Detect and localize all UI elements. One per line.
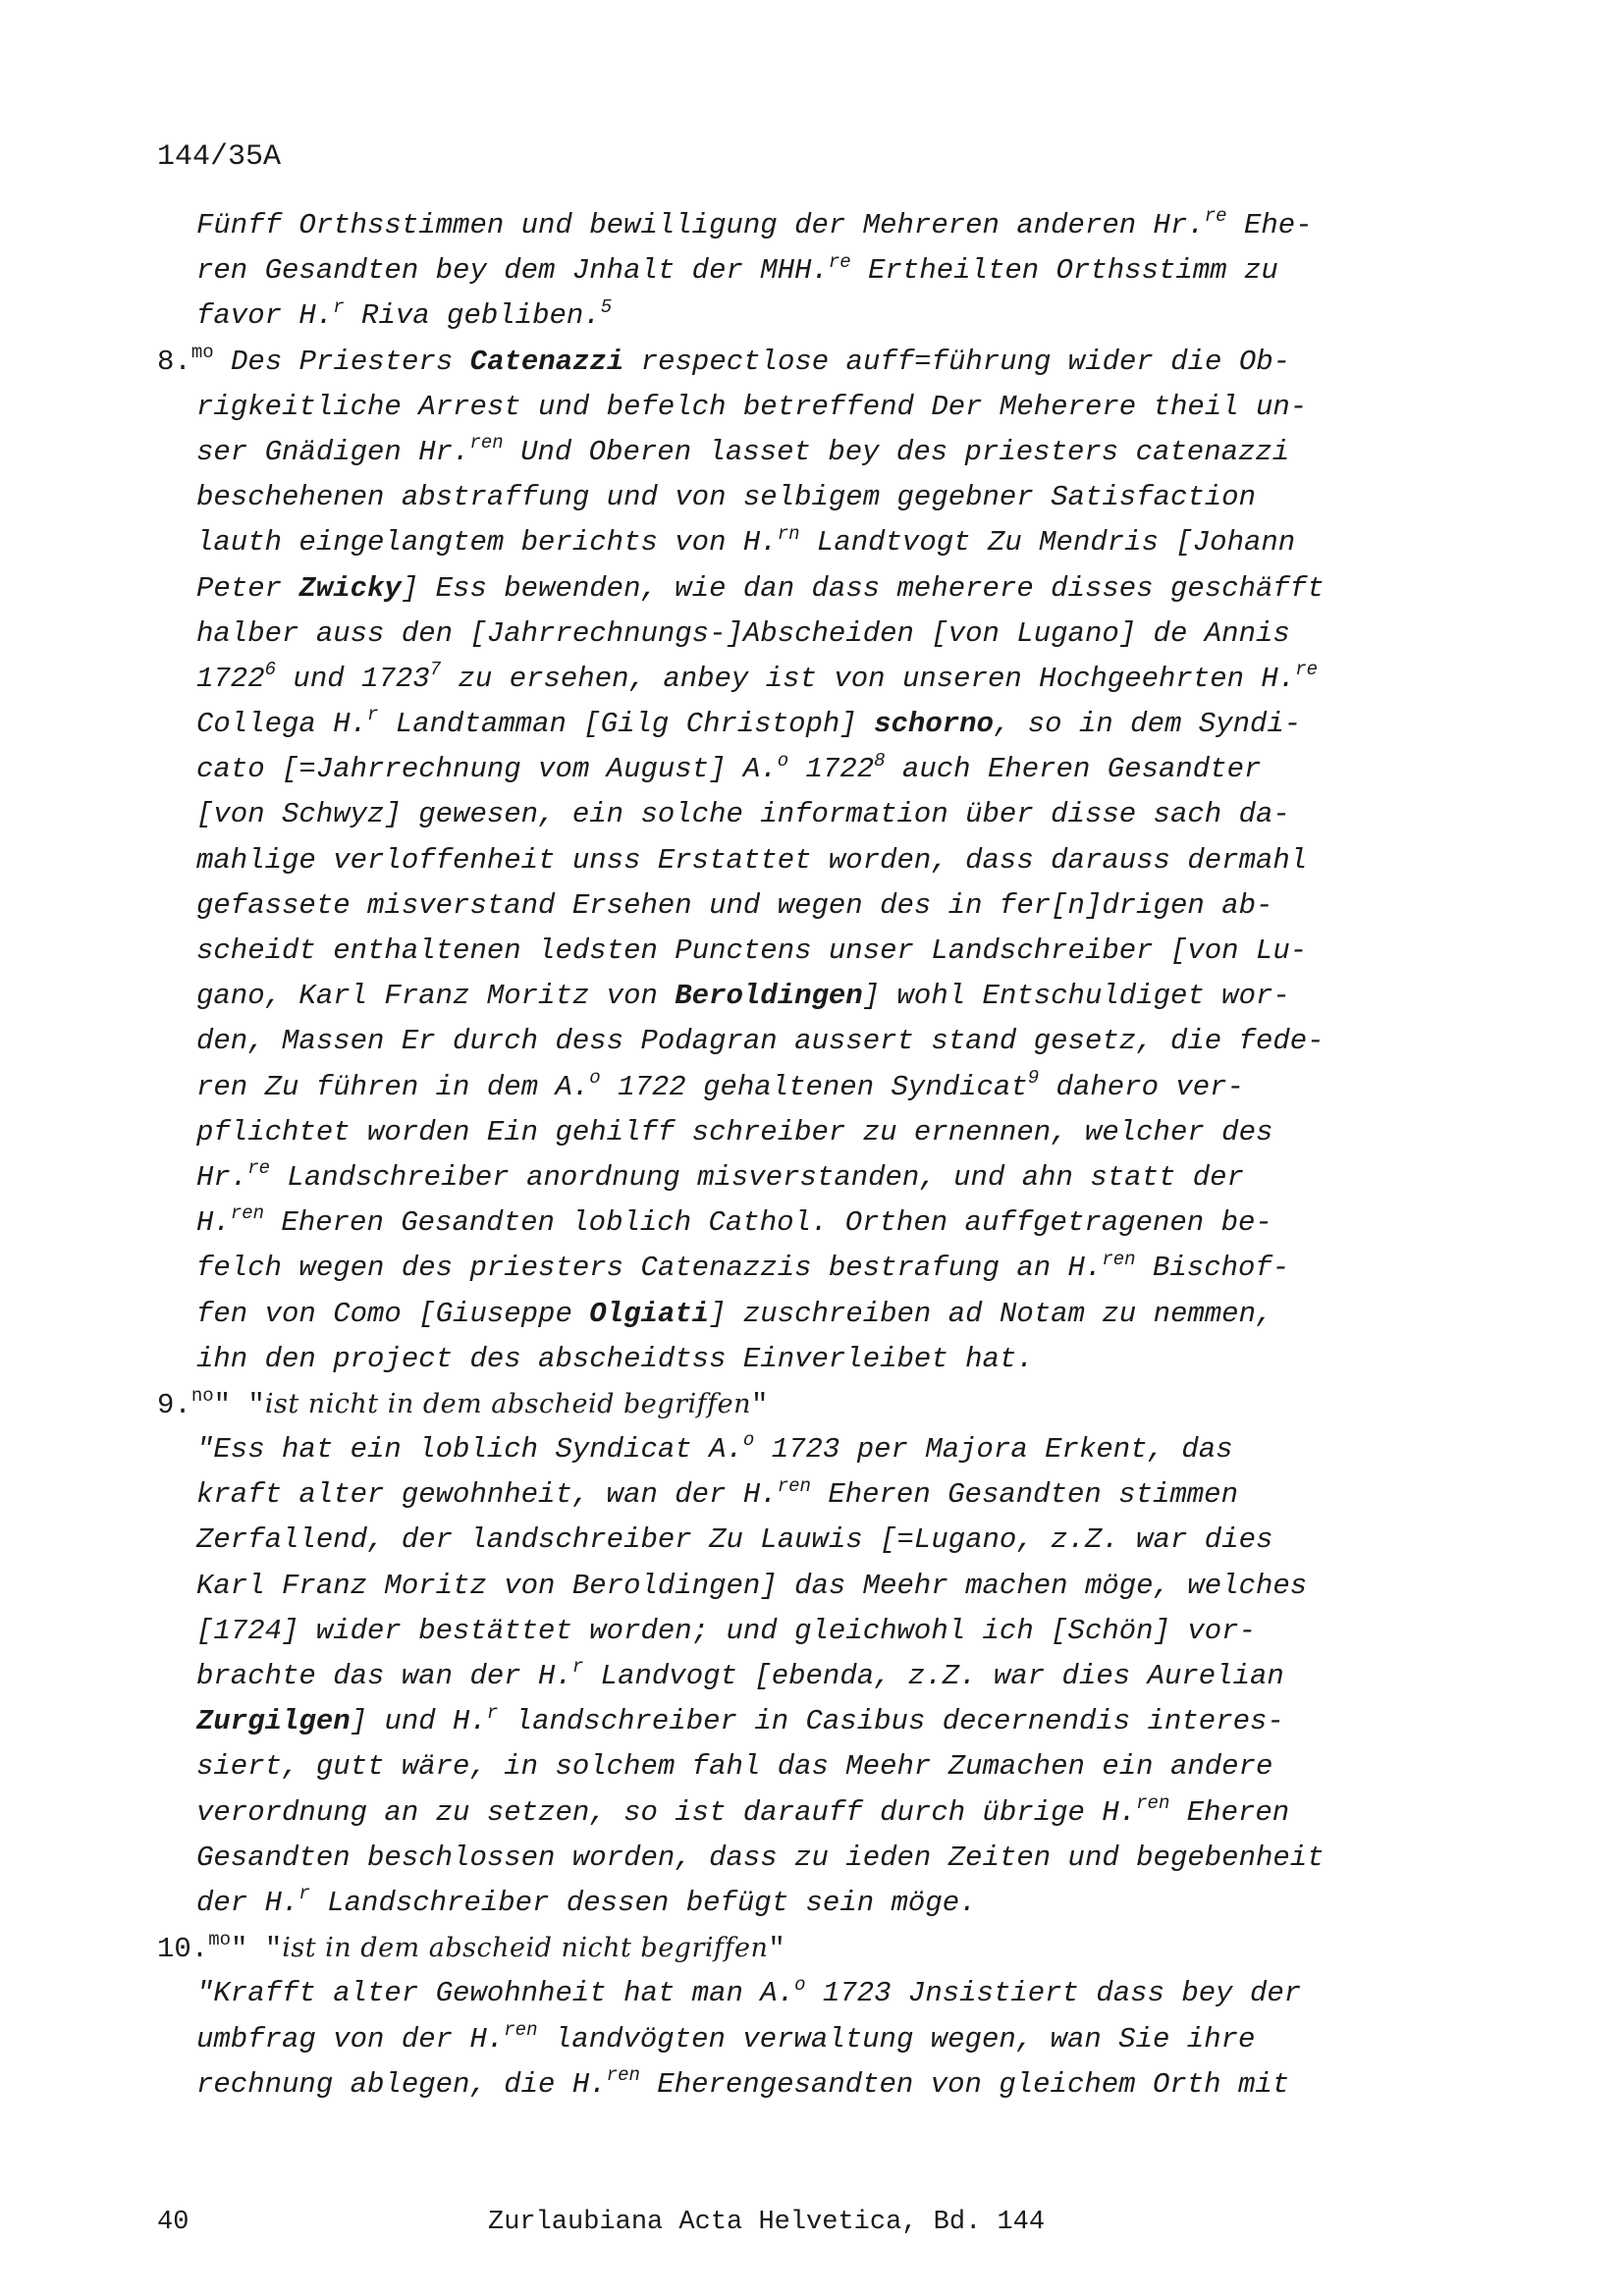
item-number: 9. [157, 1388, 191, 1421]
text-line: pflichtet worden Ein gehilff schreiber zu ernennen, welcher des [196, 1115, 1273, 1148]
text-line: "Ess hat ein loblich Syndicat A.$^o$ 1723 per Majora Erkent, das [196, 1429, 1233, 1467]
person-name: Catenazzi [469, 345, 624, 378]
text-line: lauth eingelangtem berichts von H.$^{rn}$ Landtvogt Zu Mendris [Johann [196, 522, 1296, 560]
text-line: Gesandten beschlossen worden, dass zu ieden Zeiten und begebenheit [196, 1841, 1325, 1874]
text-line: [von Schwyz] gewesen, ein solche information über disse sach da- [196, 798, 1290, 831]
text-line: 1722$^6$ und 1723$^7$ zu ersehen, anbey ist von unseren Hochgeehrten H.$^{re}$ [196, 659, 1319, 695]
page-number: 40 [157, 2208, 189, 2237]
text-line: der H.$^r$ Landschreiber dessen befügt sein möge. [196, 1883, 977, 1919]
text-line: umbfrag von der H.$^{ren}$ landvögten verwaltung wegen, wan Sie ihre [196, 2018, 1256, 2056]
text-line: H.$^{ren}$ Eheren Gesandten loblich Cathol. Orthen auffgetragenen be- [196, 1202, 1272, 1240]
footnote-ref: 7 [429, 659, 442, 681]
footnote-ref: 9 [1027, 1066, 1040, 1089]
item-8-heading: 8.$^{mo}$ Des Priesters Catenazzi respectlose auff=führung wider die Ob- [157, 341, 1291, 378]
text-line: "Krafft alter Gewohnheit hat man A.$^o$ 1723 Jnsistiert dass bey der [196, 1973, 1302, 2010]
text-line: Zurgilgen] und H.$^r$ landschreiber in Casibus decernendis interes- [196, 1701, 1284, 1738]
item-9-heading: 9.$^{no}$" "ist nicht in dem abscheid begriffen" [157, 1385, 769, 1421]
text-line: den, Massen Er durch dess Podagran aussert stand gesetz, die fede- [196, 1025, 1325, 1058]
text-line: kraft alter gewohnheit, wan der H.$^{ren}$ Eheren Gesandten stimmen [196, 1474, 1238, 1512]
text-line: brachte das wan der H.$^r$ Landvogt [ebenda, z.Z. war dies Aurelian [196, 1656, 1284, 1692]
text-line: Peter Zwicky] Ess bewenden, wie dan dass meherere disses geschäfft [196, 571, 1325, 605]
item-number: 8. [157, 345, 191, 378]
item-10-heading: 10.$^{mo}$" "ist in dem abscheid nicht begriffen" [157, 1929, 785, 1966]
text-line: scheidt enthaltenen ledsten Punctens unser Landschreiber [von Lu- [196, 934, 1308, 967]
text-line: [1724] wider bestättet worden; und gleichwohl ich [Schön] vor- [196, 1614, 1256, 1647]
text-line: rigkeitliche Arrest und befelch betreffend Der Meherere theil un- [196, 390, 1308, 423]
text-line: Collega H.$^r$ Landtamman [Gilg Christoph] schorno, so in dem Syndi- [196, 704, 1302, 741]
document-body [157, 203, 1453, 2108]
text-line: Hr.$^{re}$ Landschreiber anordnung misverstanden, und ahn statt der [196, 1157, 1244, 1194]
text-line: gano, Karl Franz Moritz von Beroldingen] wohl Entschuldiget wor- [196, 980, 1290, 1013]
text-line: rechnung ablegen, die H.$^{ren}$ Eherengesandten von gleichem Orth mit [196, 2064, 1290, 2101]
person-name: Beroldingen [675, 980, 863, 1013]
handwritten-note: ist in dem abscheid nicht begriffen [282, 1933, 769, 1964]
handwritten-note: ist nicht in dem abscheid begriffen [264, 1388, 751, 1419]
item-number: 10. [157, 1933, 209, 1966]
text-line: verordnung an zu setzen, so ist darauff durch übrige H.$^{ren}$ Eheren [196, 1791, 1290, 1829]
text-line: Zerfallend, der landschreiber Zu Lauwis [=Lugano, z.Z. war dies [196, 1523, 1273, 1557]
text-line: siert, gutt wäre, in solchem fahl das Meehr Zumachen ein andere [196, 1750, 1273, 1784]
text-line: cato [=Jahrrechnung vom August] A.$^o$ 1722$^8$ auch Eheren Gesandter [196, 749, 1262, 786]
text-line: ren Zu führen in dem A.$^o$ 1722 gehaltenen Syndicat$^9$ dahero ver- [196, 1066, 1244, 1103]
text-line: gefassete misverstand Ersehen und wegen des in fer[n]drigen ab- [196, 888, 1273, 922]
text-line: halber auss den [Jahrrechnungs-]Abscheiden [von Lugano] de Annis [196, 616, 1290, 650]
text-line: ser Gnädigen Hr.$^{ren}$ Und Oberen lasset bey des priesters catenazzi [196, 432, 1290, 468]
person-name: Olgiati [589, 1297, 710, 1330]
text-line: favor H.$^r$ Riva gebliben.$^5$ [196, 295, 613, 333]
text-line: ren Gesandten bey dem Jnhalt der MHH.$^{re}$ Ertheilten Orthsstimm zu [196, 250, 1278, 288]
series-title: Zurlaubiana Acta Helvetica, Bd. 144 [488, 2208, 1046, 2237]
text-line: ihn den project des abscheidtss Einverleibet hat. [196, 1342, 1034, 1375]
text-line: Karl Franz Moritz von Beroldingen] das Meehr machen möge, welches [196, 1569, 1308, 1602]
footnote-ref: 6 [264, 659, 277, 681]
footnote-ref: 8 [874, 749, 886, 772]
text-line: felch wegen des priesters Catenazzis bestrafung an H.$^{ren}$ Bischof- [196, 1248, 1290, 1285]
text-line: mahlige verloffenheit unss Erstattet worden, dass darauss dermahl [196, 843, 1308, 877]
text-line: fen von Como [Giuseppe Olgiati] zuschreiben ad Notam zu nemmen, [196, 1297, 1273, 1330]
person-name: Zurgilgen [196, 1705, 351, 1738]
footnote-ref: 5 [600, 295, 613, 318]
page-id: 144/35A [157, 140, 282, 174]
person-name: Zwicky [298, 571, 402, 605]
text-line: beschehenen abstraffung und von selbigem gegebner Satisfaction [196, 481, 1256, 514]
person-name: schorno [874, 708, 994, 741]
text-line: Fünff Orthsstimmen und bewilligung der Mehreren anderen Hr.$^{re}$ Ehe- [196, 205, 1313, 241]
